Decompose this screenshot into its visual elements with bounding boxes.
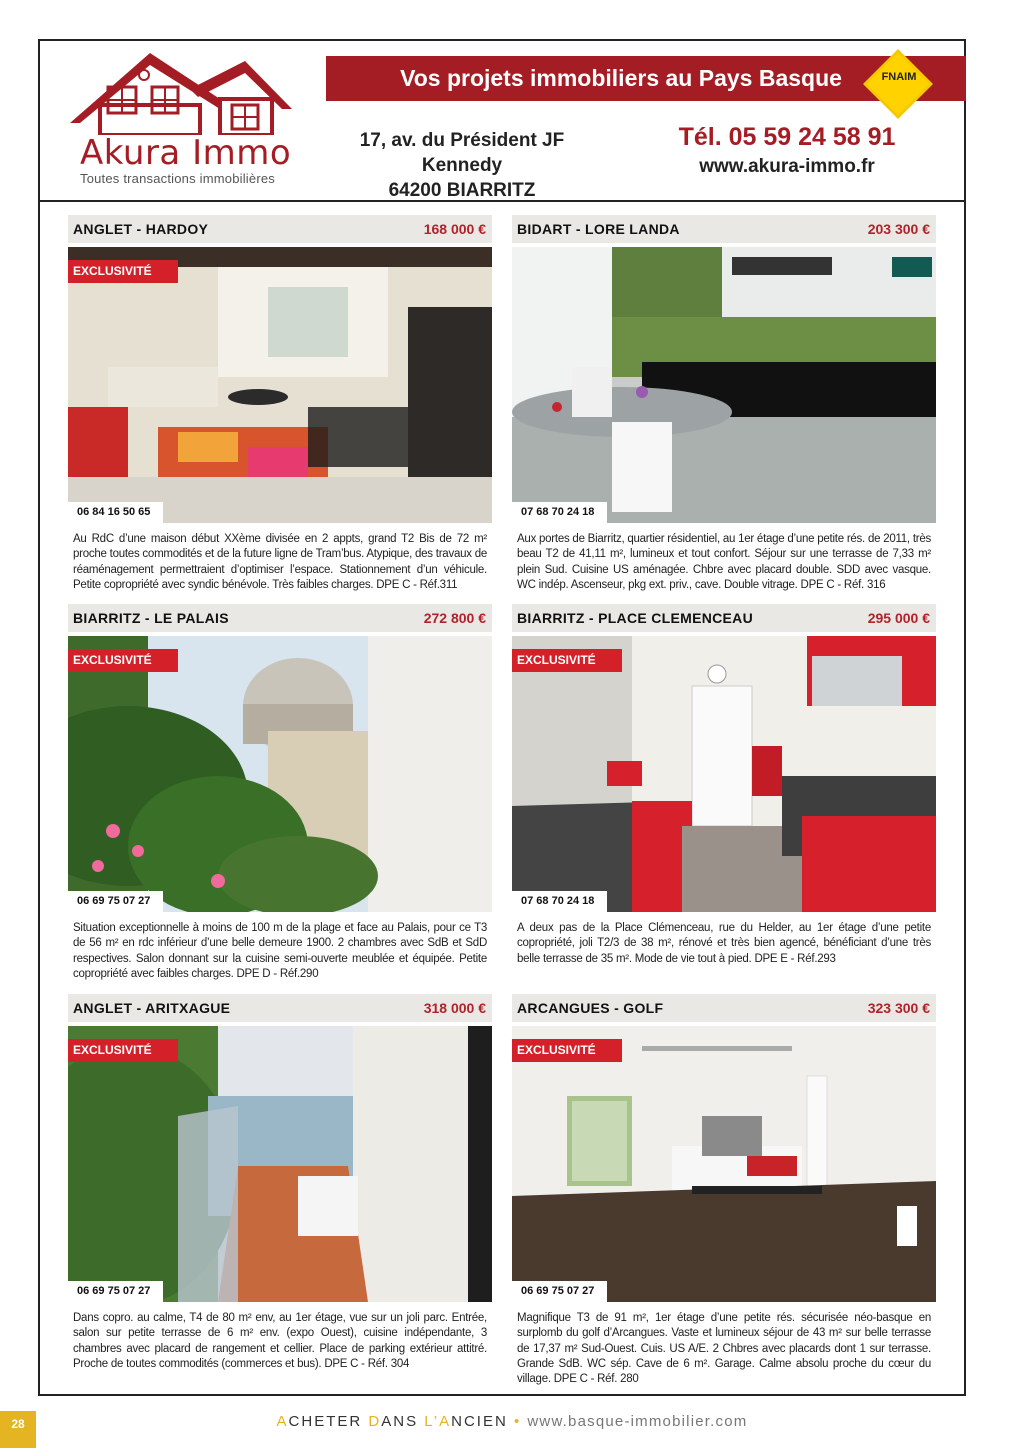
listing-header [68, 994, 492, 1022]
listing-description: Aux portes de Biarritz, quartier résidentiel, au 1er étage d’une petite rés. de 2011, très beau T2 de 41,11 m², lumineux et tout confort. Séjour sur une terrasse de 7,33 m² plein Sud. Cuisine US aménagée. Chbre avec placard double. SDD avec vasque. WC indép. Ascenseur, pkg ext. priv., cave. Double vitrage. DPE C - Réf. 316 [517, 533, 931, 591]
listing-phone: 07 68 70 24 18 [512, 891, 607, 912]
open-living-photo[interactable] [512, 1026, 936, 1302]
listing-phone: 06 84 16 50 65 [68, 502, 163, 523]
slogan-text: Vos projets immobiliers au Pays Basque [400, 65, 842, 91]
agency-name: Akura Immo [80, 133, 292, 173]
footer-tagline [0, 1413, 1024, 1430]
agency-header [40, 41, 964, 202]
balcony-photo[interactable] [68, 1026, 492, 1302]
exclusive-badge: EXCLUSIVITÉ [68, 1039, 178, 1062]
agency-website[interactable]: www.akura-immo.fr [699, 156, 875, 177]
footer-word: ANS [381, 1413, 425, 1430]
listing-header [512, 604, 936, 632]
kitchen-photo[interactable] [512, 636, 936, 912]
footer-initial: A [276, 1413, 289, 1430]
listing-price: 318 000 € [423, 1000, 486, 1016]
listing-price: 272 800 € [423, 610, 486, 626]
listing-price: 323 300 € [867, 1000, 930, 1016]
footer-bullet: • [513, 1413, 522, 1430]
exclusive-badge: EXCLUSIVITÉ [512, 649, 622, 672]
footer-initial: L’A [424, 1413, 452, 1430]
footer-website[interactable]: www.basque-immobilier.com [527, 1413, 748, 1430]
listing-price: 168 000 € [423, 221, 486, 237]
footer-initial: D [368, 1413, 382, 1430]
listing-description: Situation exceptionnelle à moins de 100 m de la plage et face au Palais, pour ce T3 de 56 m² en rdc inférieur d’une belle demeure 1900. 2 chambres avec SdB et SdD respectives. Salon donnant sur la cuisine semi-ouverte meublée et équipée. Petite copropriété avec faibles charges. DPE D - Réf.290 [73, 922, 487, 980]
footer-word: CHETER [288, 1413, 369, 1430]
listing-title: BIARRITZ - PLACE CLEMENCEAU [517, 610, 753, 626]
exclusive-badge: EXCLUSIVITÉ [512, 1039, 622, 1062]
terrace-photo[interactable] [512, 247, 936, 523]
listing-phone: 07 68 70 24 18 [512, 502, 607, 523]
address-line-1: 17, av. du Président JF Kennedy [359, 130, 565, 176]
living-room-photo[interactable] [68, 247, 492, 523]
house-logo-icon [70, 49, 292, 135]
agency-phone[interactable]: Tél. 05 59 24 58 91 [678, 123, 896, 151]
address-line-2: 64200 BIARRITZ [388, 180, 536, 201]
listing-phone: 06 69 75 07 27 [68, 1281, 163, 1302]
listing-title: ANGLET - ARITXAGUE [73, 1000, 231, 1016]
listing-header [68, 604, 492, 632]
listing-price: 295 000 € [867, 610, 930, 626]
page-number: 28 [0, 1411, 36, 1448]
fnaim-label: FNAIM [881, 71, 917, 83]
listing-description: A deux pas de la Place Clémenceau, rue du Helder, au 1er étage d’une petite copropriété, joli T2/3 de 38 m², rénové et très bien agencé, bénéficiant d’une très belle terrasse de 35 m². Mode de vie tout à pied. DPE E - Réf.293 [517, 922, 931, 965]
listing-title: BIARRITZ - LE PALAIS [73, 610, 229, 626]
listing-phone: 06 69 75 07 27 [512, 1281, 607, 1302]
listing-title: ANGLET - HARDOY [73, 221, 209, 237]
listing-header [512, 994, 936, 1022]
listing-description: Dans copro. au calme, T4 de 80 m² env, au 1er étage, vue sur un joli parc. Entrée, salon sur petite terrasse de 6 m² env. (expo Ouest), cuisine indépendante, 3 chambres avec placard de rangement et cellier. Place de parking extérieur attitré. Proche de toutes commodités (commerces et bus). DPE C - Réf. 304 [73, 1312, 487, 1370]
listing-description: Au RdC d’une maison début XXème divisée en 2 appts, grand T2 Bis de 72 m² proche toutes commodités et de la future ligne de Tram’bus. Atypique, des travaux de réaménagement permettraient d’optimiser l’espace. Stationnement d’un véhicule. Petite copropriété avec syndic bénévole. Très faibles charges. DPE C - Réf.311 [73, 533, 487, 591]
agency-tagline: Toutes transactions immobilières [80, 171, 275, 186]
agency-address [328, 128, 596, 203]
garden-dome-photo[interactable] [68, 636, 492, 912]
exclusive-badge: EXCLUSIVITÉ [68, 649, 178, 672]
listing-header [512, 215, 936, 243]
fnaim-logo-icon [861, 47, 935, 121]
listing-description: Magnifique T3 de 91 m², 1er étage d’une petite rés. sécurisée néo-basque en surplomb du golf d’Arcangues. Vaste et lumineux séjour de 43 m² sur belle terrasse de 17,37 m² Sud-Ouest. Cuis. US A/E. 2 Chbres avec placards dont 1 sur terrasse. Grande SdB. WC sép. Cave de 6 m². Garage. Calme absolu proche du cœur du village. DPE C - Réf. 280 [517, 1312, 931, 1386]
listing-price: 203 300 € [867, 221, 930, 237]
page-frame [38, 39, 966, 1396]
listing-title: BIDART - LORE LANDA [517, 221, 680, 237]
listing-phone: 06 69 75 07 27 [68, 891, 163, 912]
listing-title: ARCANGUES - GOLF [517, 1000, 664, 1016]
exclusive-badge: EXCLUSIVITÉ [68, 260, 178, 283]
listing-header [68, 215, 492, 243]
footer-word: NCIEN [451, 1413, 508, 1430]
